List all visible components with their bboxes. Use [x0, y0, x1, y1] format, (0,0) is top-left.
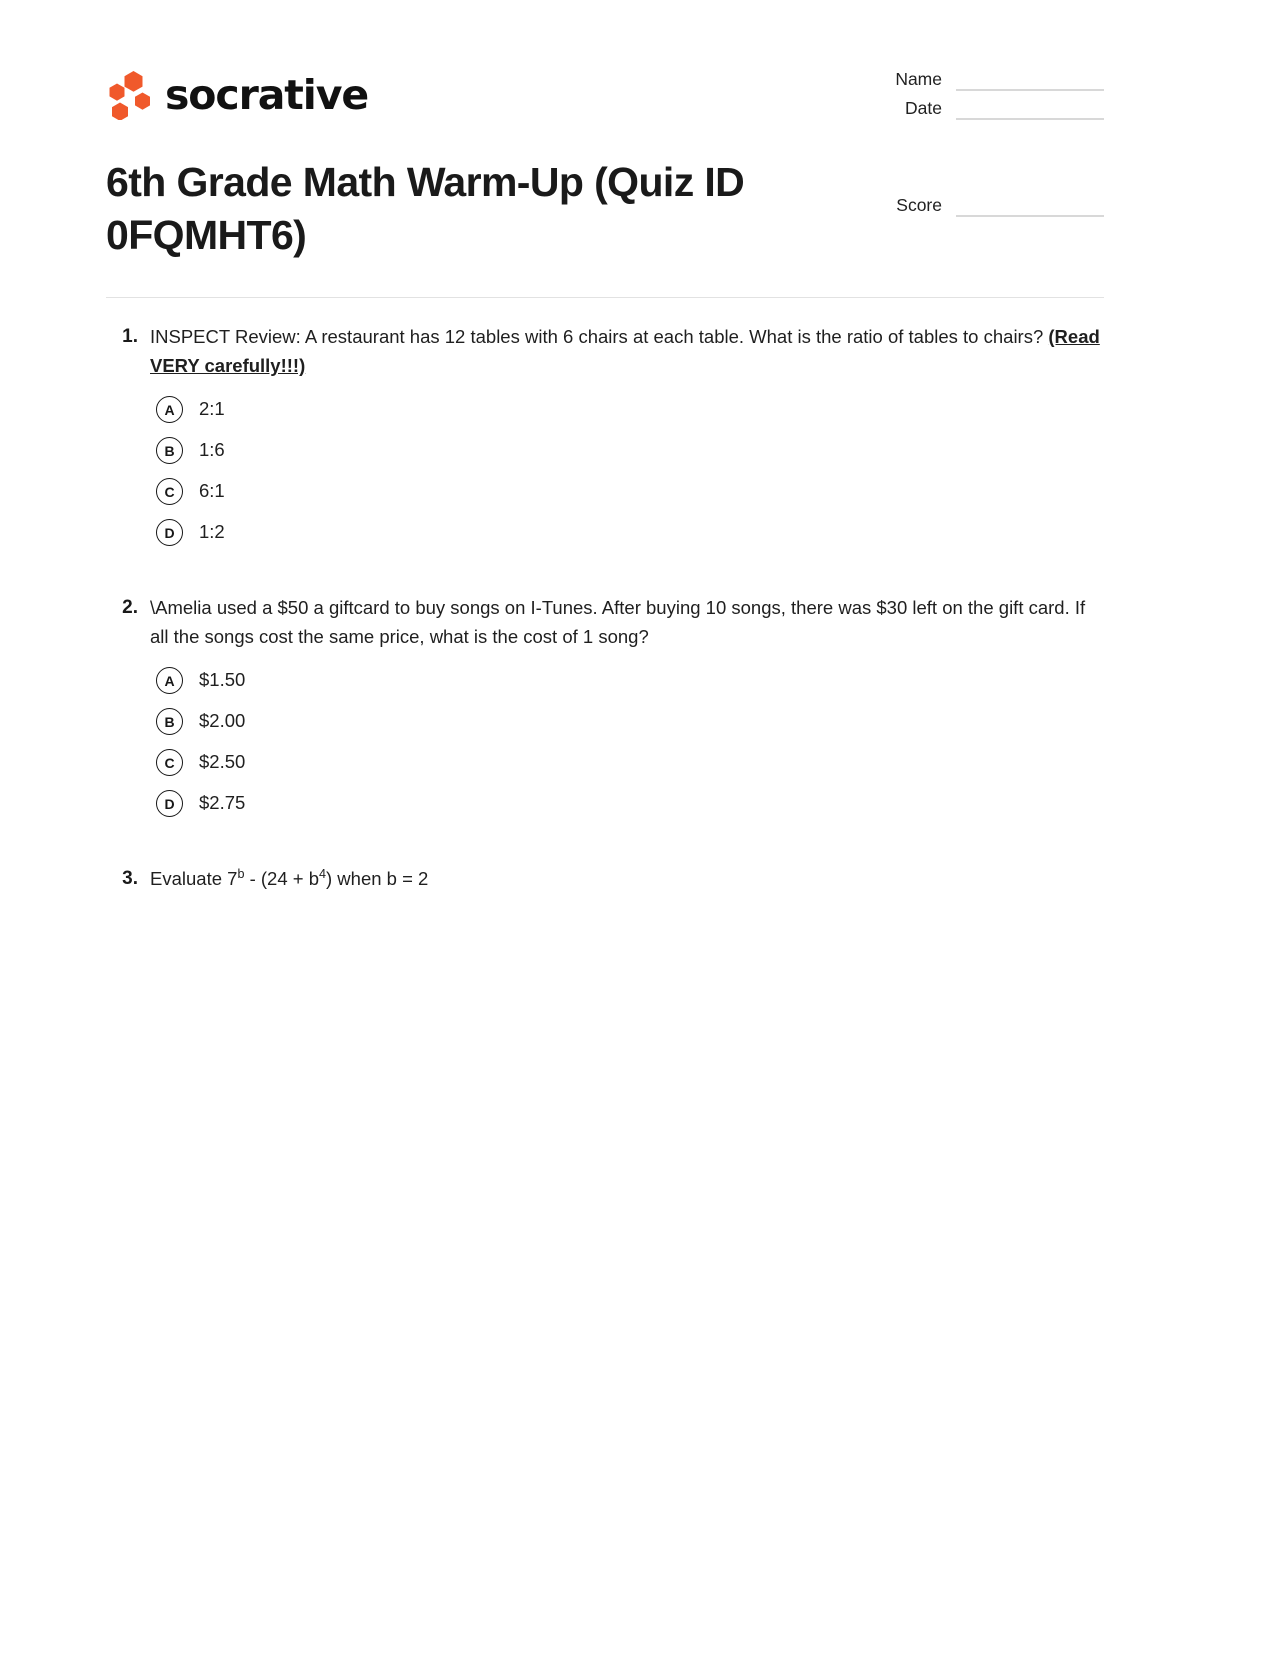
question-header: [106, 593, 1104, 651]
option-list: [106, 660, 1104, 824]
question-list: [106, 322, 1104, 933]
name-field-row: [858, 62, 1104, 91]
score-field-line[interactable]: [956, 215, 1104, 217]
page-title: 6th Grade Math Warm-Up (Quiz ID 0FQMHT6): [106, 159, 745, 259]
option-row[interactable]: [106, 783, 1104, 824]
socrative-hexagon-logo-icon: [106, 70, 152, 120]
date-field-label: Date: [905, 97, 942, 118]
date-field-line[interactable]: [956, 118, 1104, 120]
question-text: \Amelia used a $50 a giftcard to buy songs on I-Tunes. After buying 10 songs, there was $30 left on the gift card. If all the songs cost the same price, what is the cost of 1 song?: [150, 597, 1086, 647]
option-list: [106, 389, 1104, 553]
option-row[interactable]: [106, 512, 1104, 553]
question-header: [106, 864, 1104, 893]
header-divider: [106, 297, 1104, 298]
option-bubble-c[interactable]: C: [156, 478, 183, 505]
option-label: 1:2: [199, 521, 225, 543]
option-row[interactable]: [106, 660, 1104, 701]
socrative-logo: [106, 70, 368, 120]
option-row[interactable]: [106, 701, 1104, 742]
option-label: $2.00: [199, 710, 246, 732]
option-label: $1.50: [199, 669, 246, 691]
option-bubble-d[interactable]: D: [156, 519, 183, 546]
question-text: Evaluate $7^b - (24 + b^4)$ when b = 2: [150, 866, 429, 889]
option-label: $2.75: [199, 792, 246, 814]
name-field-line[interactable]: [956, 89, 1104, 91]
question-number: 3.: [122, 868, 138, 889]
socrative-wordmark: socrative: [165, 70, 369, 119]
name-field-label: Name: [895, 68, 942, 89]
option-row[interactable]: [106, 389, 1104, 430]
option-label: 6:1: [199, 480, 225, 502]
question-text: INSPECT Review: A restaurant has 12 tables with 6 chairs at each table. What is the ratio of tables to chairs? (Read VERY carefully!!!): [150, 326, 1100, 376]
score-field-label: Score: [896, 194, 942, 215]
question-item: [106, 322, 1104, 553]
question-number: 2.: [122, 597, 138, 618]
option-bubble-c[interactable]: C: [156, 749, 183, 776]
score-field-row: [858, 188, 1104, 217]
question-item: [106, 593, 1104, 824]
option-bubble-a[interactable]: A: [156, 396, 183, 423]
option-row[interactable]: [106, 742, 1104, 783]
option-label: $2.50: [199, 751, 246, 773]
option-label: 1:6: [199, 439, 225, 461]
student-meta-fields: [858, 62, 1104, 217]
option-bubble-b[interactable]: B: [156, 708, 183, 735]
date-field-row: [858, 91, 1104, 120]
question-number: 1.: [122, 326, 138, 347]
option-row[interactable]: [106, 430, 1104, 471]
option-bubble-d[interactable]: D: [156, 790, 183, 817]
option-label: 2:1: [199, 398, 225, 420]
option-bubble-b[interactable]: B: [156, 437, 183, 464]
option-bubble-a[interactable]: A: [156, 667, 183, 694]
question-header: [106, 322, 1104, 380]
question-item: [106, 864, 1104, 893]
option-row[interactable]: [106, 471, 1104, 512]
